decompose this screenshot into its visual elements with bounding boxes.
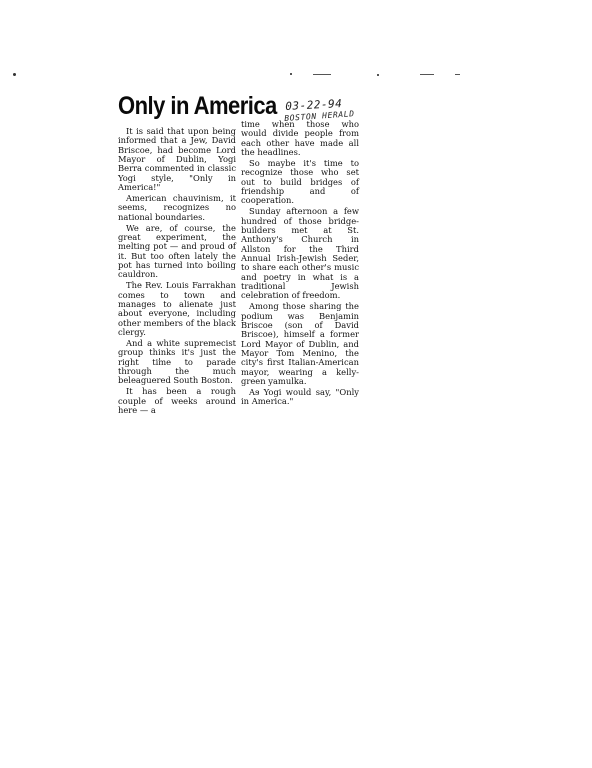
scan-speck [420, 74, 434, 75]
article-column-right [241, 120, 359, 408]
scan-speck [313, 74, 331, 75]
article-paragraph: The Rev. Louis Farrakhan comes to town and manages to alienate just about everyone, including other members of the black clergy. [118, 280, 236, 337]
article-headline: Only in America [118, 92, 277, 120]
article-paragraph: As Yogi would say, "Only in America." [241, 387, 359, 407]
handwritten-date: 03-22-94 [285, 97, 343, 113]
scan-speck [455, 74, 460, 75]
article-paragraph: Sunday afternoon a few hundred of those bridge-builders met at St. Anthony's Church in Allston for the Third Annual Irish-Jewish Seder, to share each other's music and poetry in what is a traditional Jewish celebration of freedom. [241, 206, 359, 301]
scan-speck [377, 74, 379, 76]
article-paragraph: time when those who would divide people from each other have made all the headlines. [241, 119, 359, 158]
scan-speck [13, 73, 16, 76]
article-paragraph: It is said that upon being informed that a Jew, David Briscoe, had become Lord Mayor of Dublin, Yogi Berra commented in classic Yogi style, "Only in America!" [118, 126, 236, 193]
article-paragraph: Among those sharing the podium was Benjamin Briscoe (son of David Briscoe), himself a former Lord Mayor of Dublin, and Mayor Tom Menino, the city's first Italian-American mayor, wearing a kelly-green yamulka. [241, 301, 359, 387]
scan-speck [290, 73, 292, 75]
article-paragraph: American chauvinism, it seems, recognizes no national boundaries. [118, 193, 236, 222]
article-paragraph: It has been a rough couple of weeks around here — a [118, 386, 236, 415]
article-paragraph: And a white supremecist group thinks it's just the right time to parade through the much beleaguered South Boston. [118, 337, 236, 386]
article-paragraph: We are, of course, the great experiment, the melting pot — and proud of it. But too often lately the pot has turned into boiling cauldron. [118, 222, 236, 280]
article-paragraph: So maybe it's time to recognize those who set out to build bridges of friendship and of cooperation. [241, 157, 359, 206]
article-column-left [118, 127, 236, 417]
handwritten-source: BOSTON HERALD [284, 109, 355, 123]
